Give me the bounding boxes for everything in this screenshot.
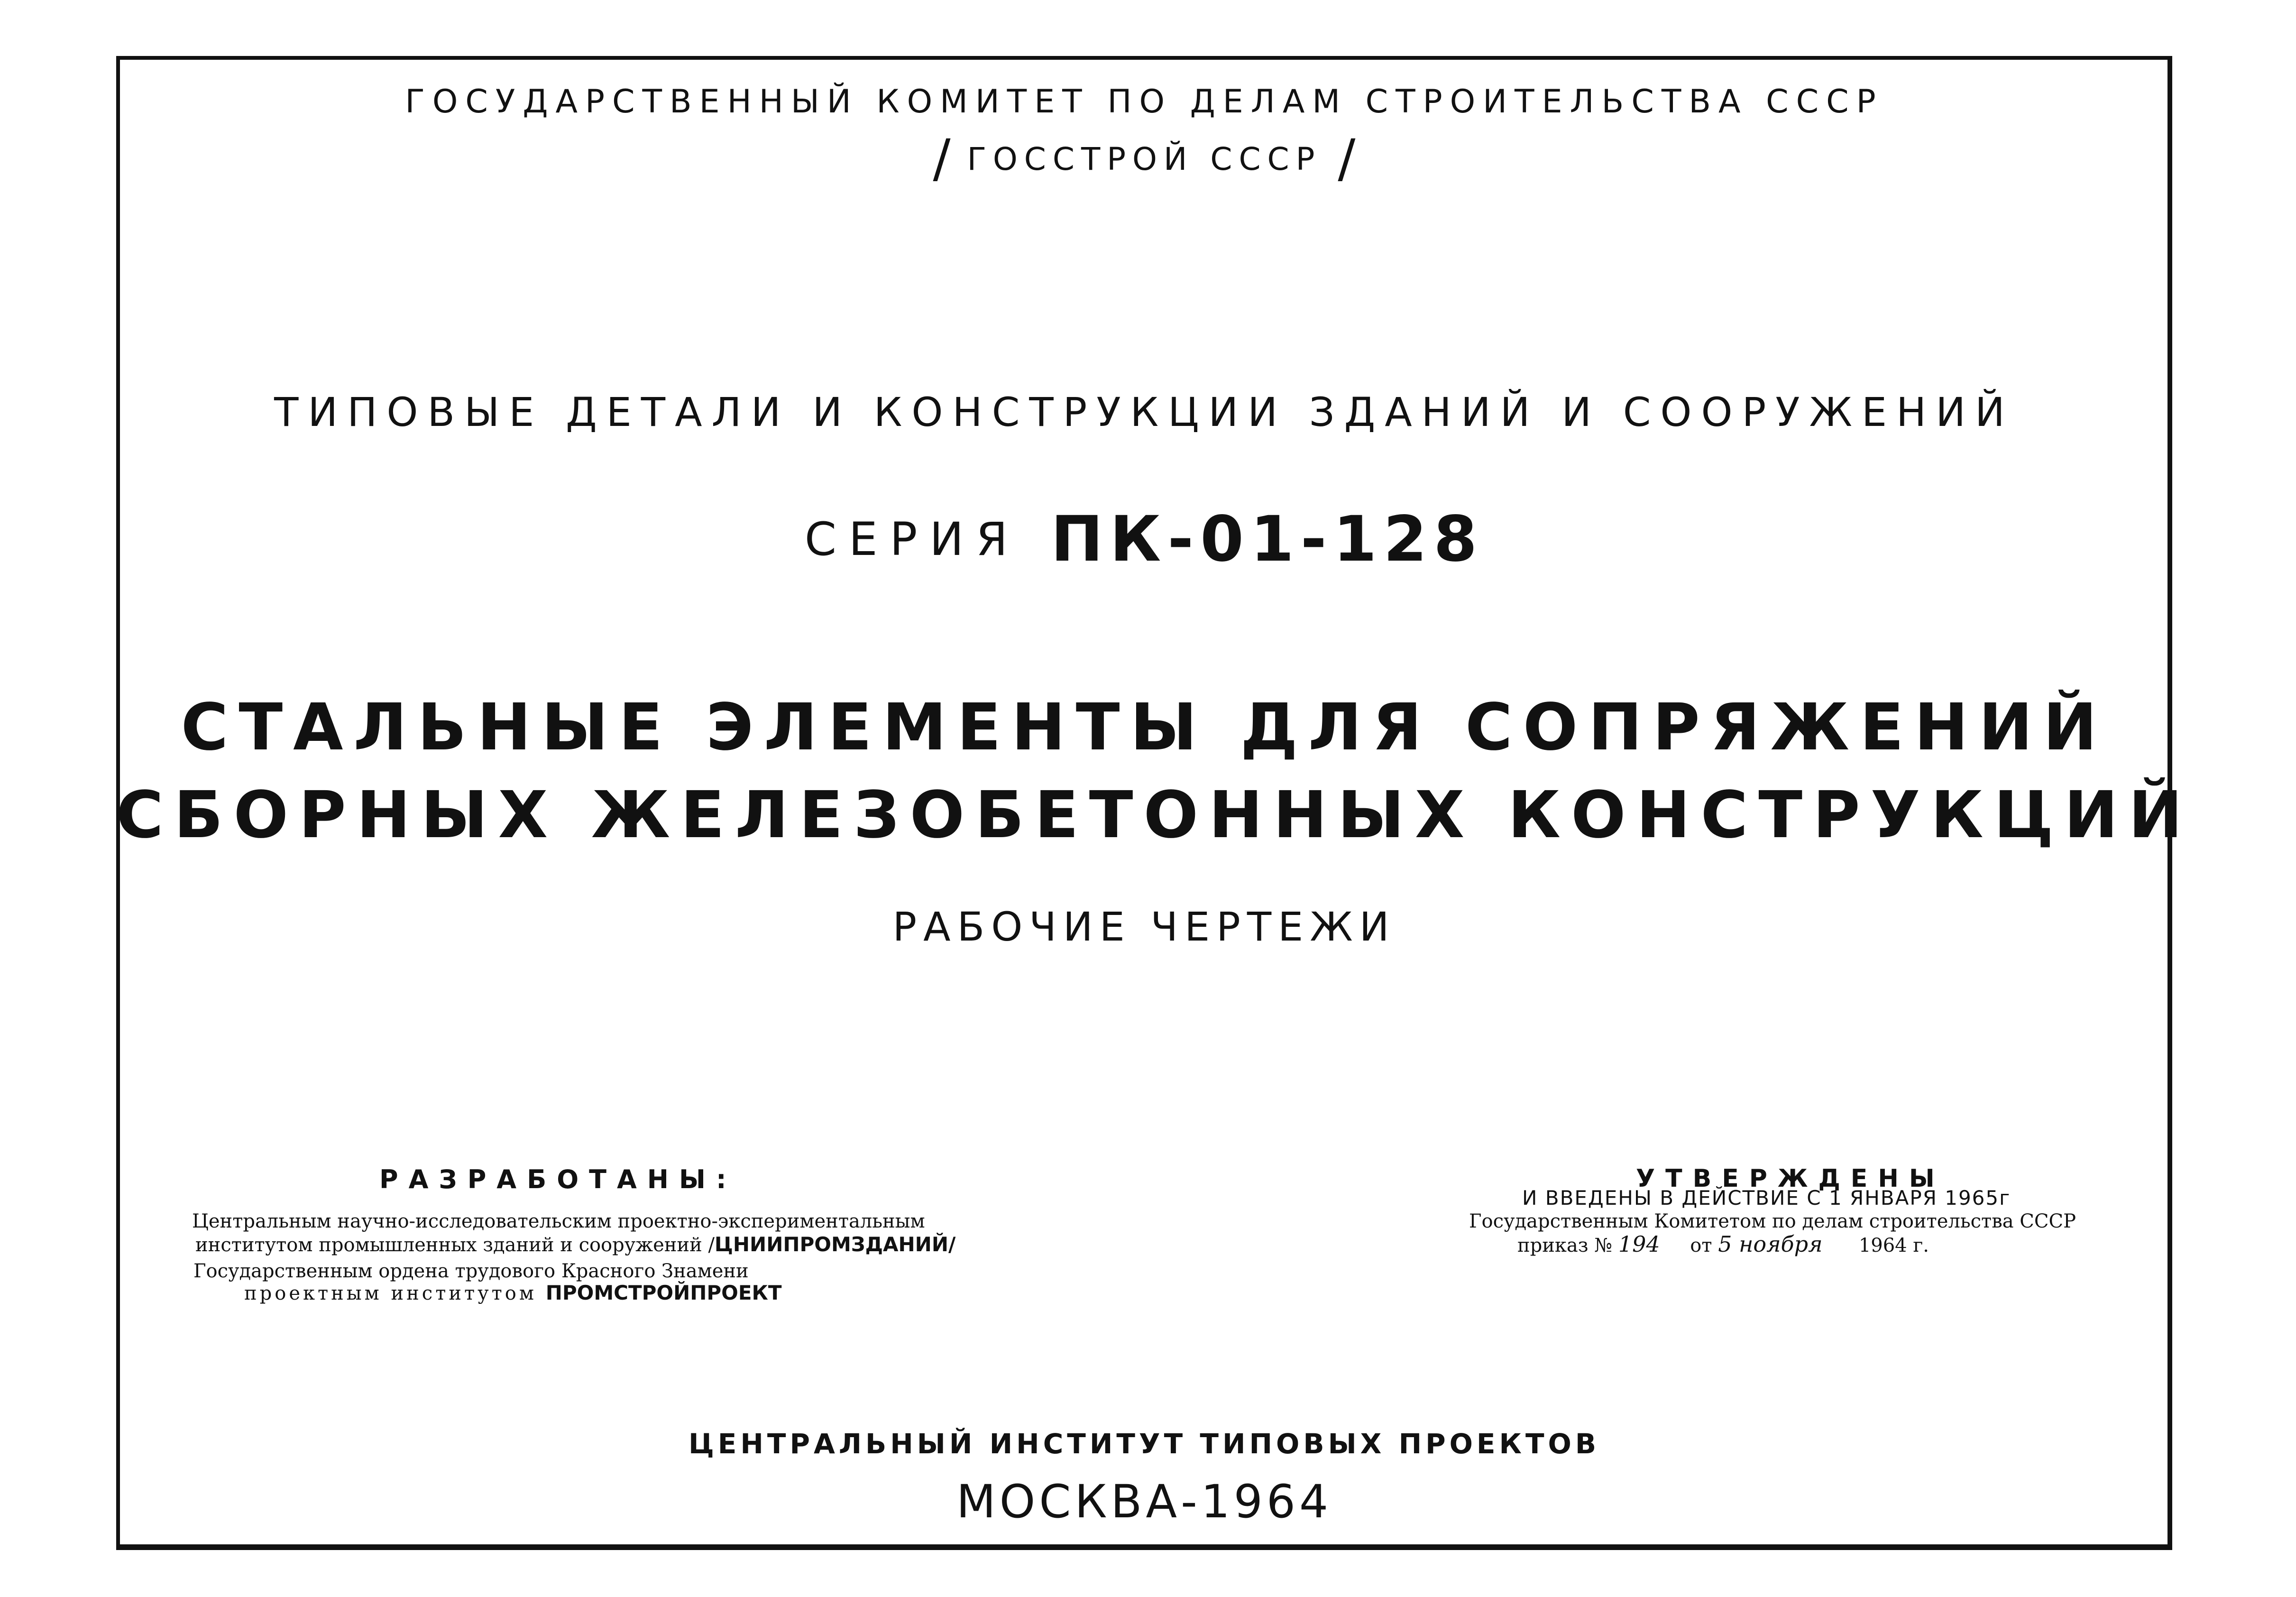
slash-right: / [1338,128,1356,189]
order-prefix: приказ № [1517,1235,1613,1256]
agency-short-name [116,128,2172,189]
approved-line-2: Государственным Комитетом по делам строительства СССР [1469,1210,2076,1232]
approved-order-line [1517,1233,1929,1255]
developed-line-3: Государственным ордена трудового Красного Знамени [193,1260,749,1282]
series-label: СЕРИЯ [804,513,1020,566]
document-title-line-1: СТАЛЬНЫЕ ЭЛЕМЕНТЫ ДЛЯ СОПРЯЖЕНИЙ [181,690,2108,765]
city-year: МОСКВА-1964 [956,1475,1332,1528]
order-date: 5 ноября [1718,1231,1823,1257]
series-code: ПК-01-128 [1051,503,1484,576]
developed-line-2 [195,1235,955,1255]
document-title-line-2: СБОРНЫХ ЖЕЛЕЗОБЕТОННЫХ КОНСТРУКЦИЙ [116,778,2193,853]
slash-left: / [933,128,951,189]
developed-line-4-text: проектным институтом [244,1283,546,1304]
developed-line-2-end: / [948,1233,956,1256]
document-subtitle: РАБОЧИЕ ЧЕРТЕЖИ [892,904,1396,950]
order-number: 194 [1618,1231,1660,1257]
agency-abbreviation: ГОССТРОЙ СССР [967,141,1322,177]
order-year: 1964 г. [1858,1235,1929,1256]
publisher-institute: ЦЕНТРАЛЬНЫЙ ИНСТИТУТ ТИПОВЫХ ПРОЕКТОВ [688,1428,1600,1460]
agency-name: ГОСУДАРСТВЕННЫЙ КОМИТЕТ ПО ДЕЛАМ СТРОИТЕЛЬСТВА СССР [405,83,1883,120]
order-from: от [1690,1235,1712,1256]
developed-institute-abbr: ЦНИИПРОМЗДАНИЙ [714,1233,948,1256]
developed-line-4 [244,1283,782,1303]
developed-institute-2-abbr: ПРОМСТРОЙПРОЕКТ [545,1281,782,1304]
series-title: ТИПОВЫЕ ДЕТАЛИ И КОНСТРУКЦИИ ЗДАНИЙ И СООРУЖЕНИЙ [274,389,2014,435]
developed-line-1: Центральным научно-исследовательским проектно-экспериментальным [192,1210,925,1232]
approved-heading: УТВЕРЖДЕНЫ [1636,1164,1945,1193]
series-heading [116,503,2172,576]
developed-heading: РАЗРАБОТАНЫ: [379,1164,737,1194]
developed-line-2-text: институтом промышленных зданий и сооружений / [195,1234,715,1256]
approved-line-1: И ВВЕДЕНЫ В ДЕЙСТВИЕ С 1 ЯНВАРЯ 1965г [1522,1186,2011,1209]
